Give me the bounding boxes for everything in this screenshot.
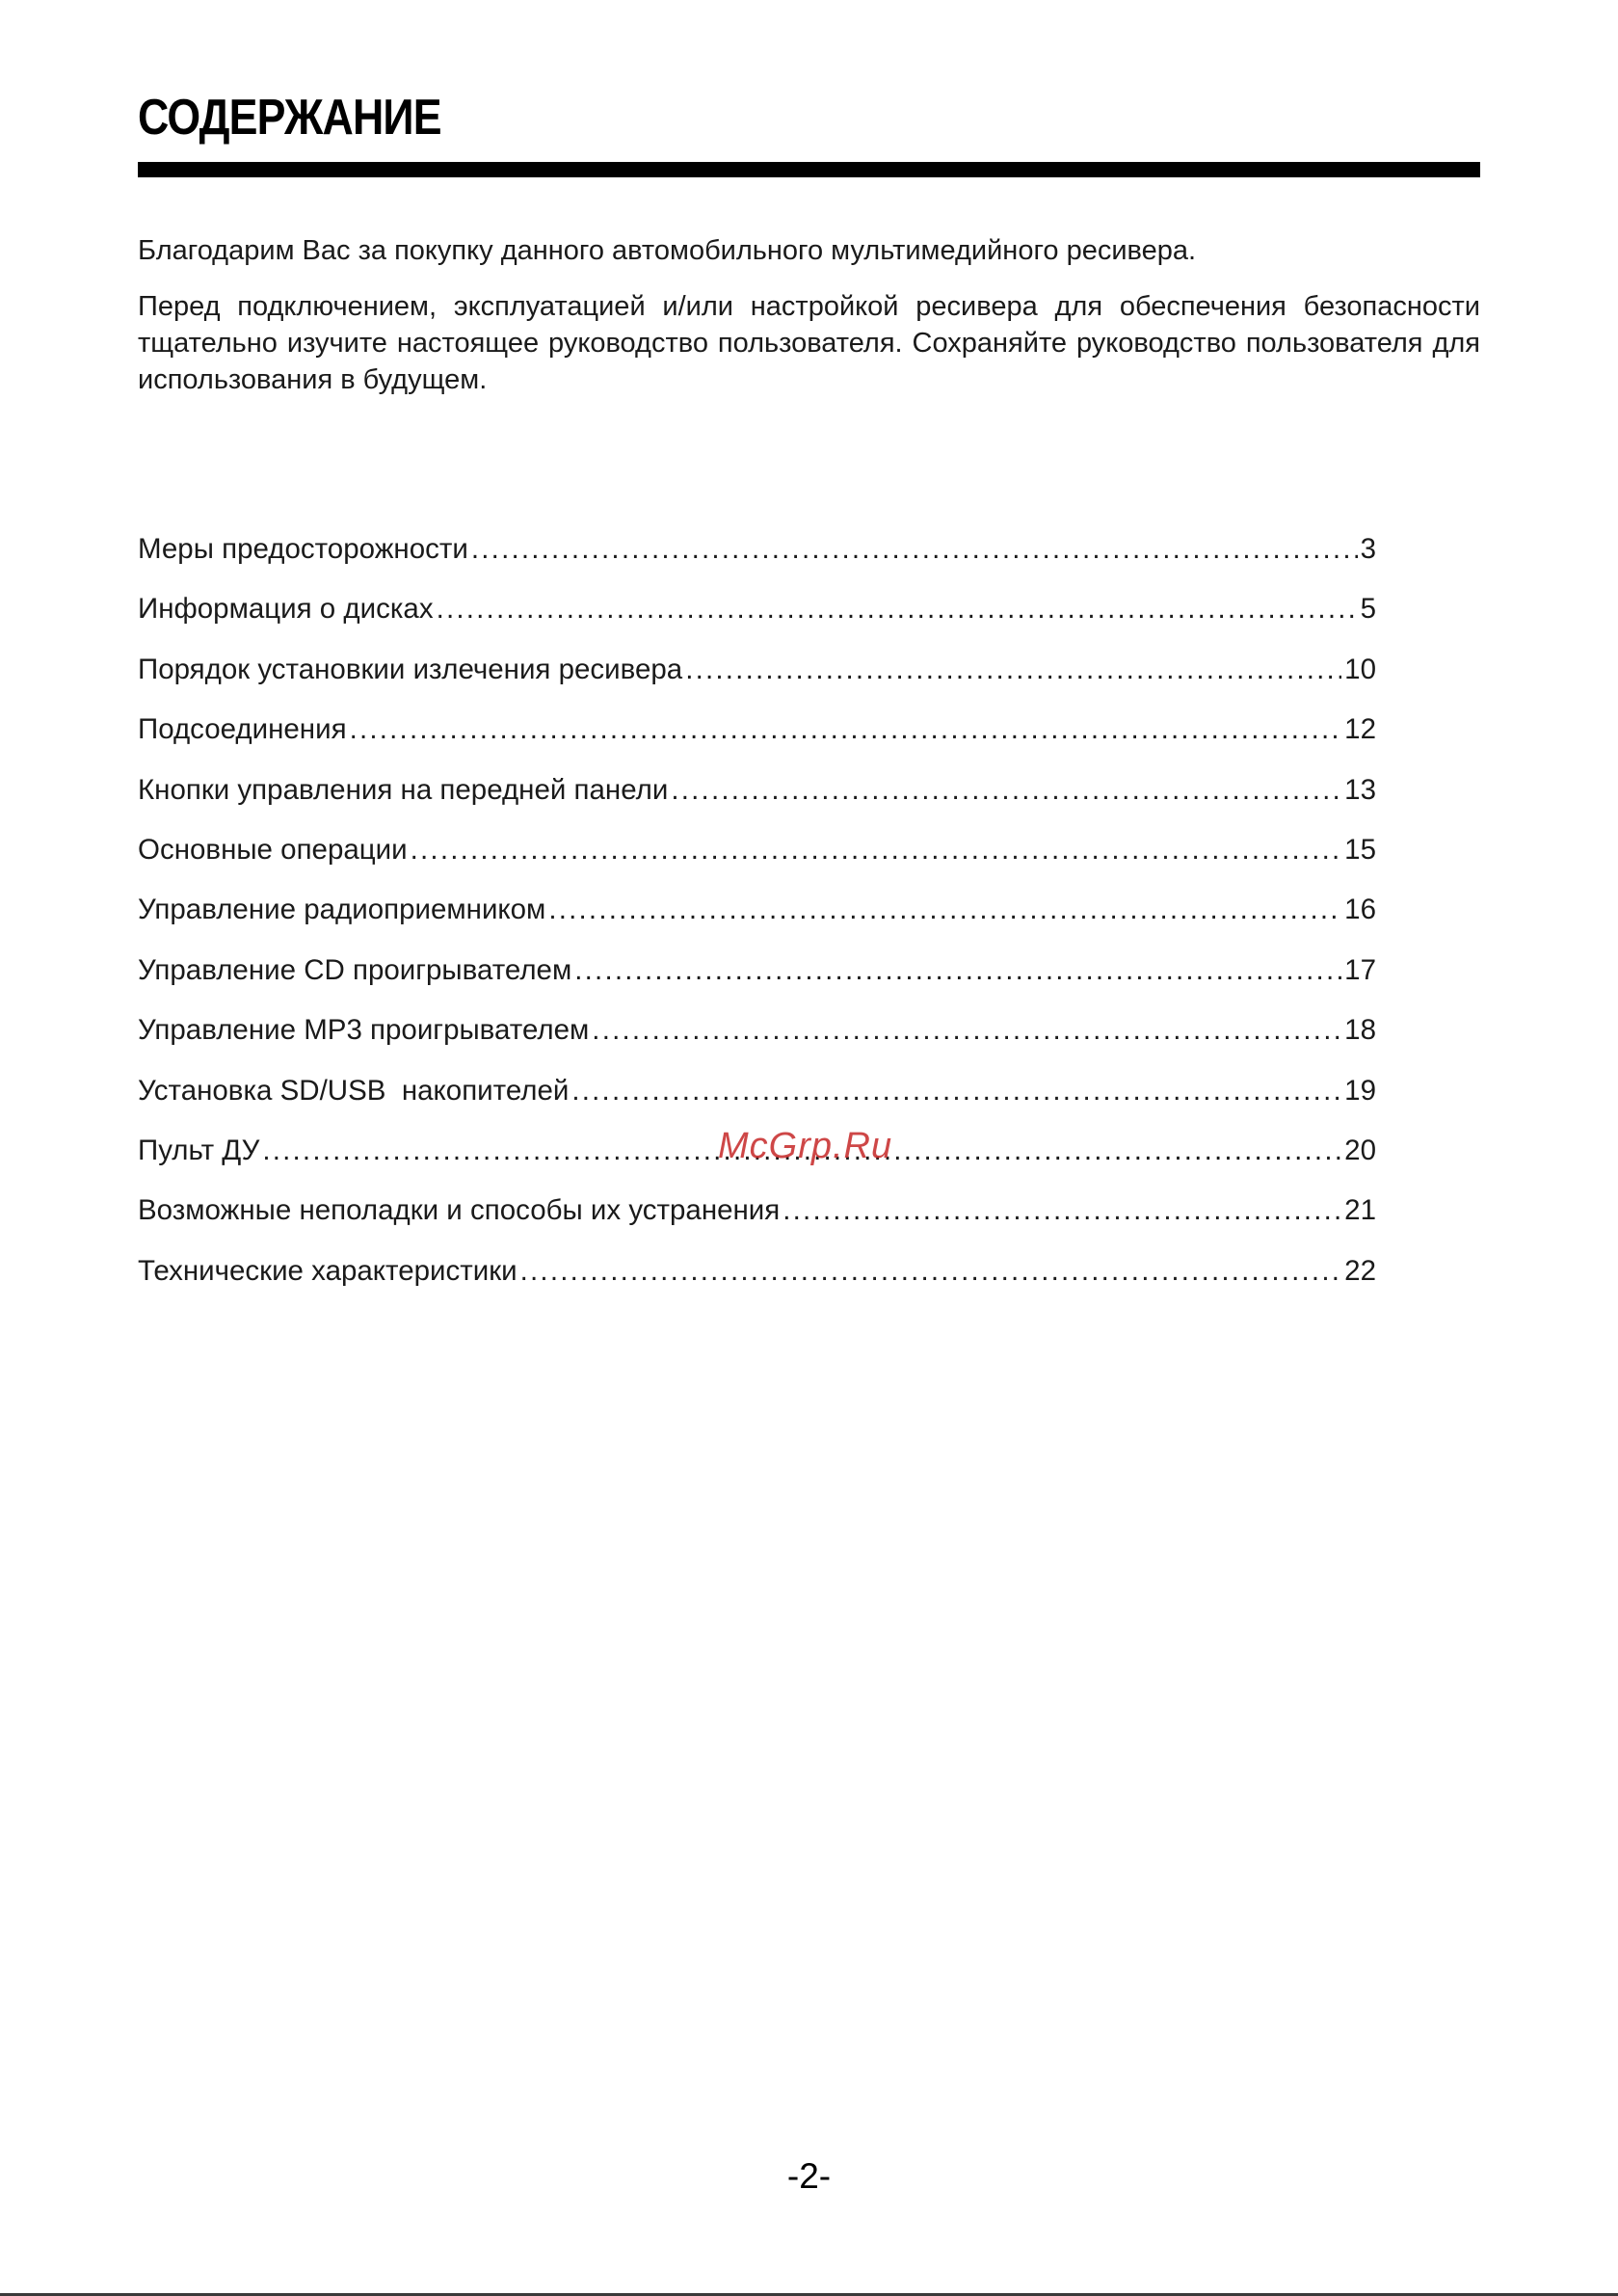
toc-dot-leader xyxy=(471,529,1358,570)
toc-dot-leader xyxy=(571,1071,1341,1111)
toc-entry-page: 3 xyxy=(1360,533,1376,565)
toc-entry-title: Технические характеристики xyxy=(138,1254,517,1287)
toc-dot-leader xyxy=(520,1251,1342,1292)
toc-entry-title: Установка SD/USB накопителей xyxy=(138,1074,570,1107)
page-number: -2- xyxy=(786,2156,832,2196)
toc-entry-page: 17 xyxy=(1344,953,1376,986)
toc-entry-page: 13 xyxy=(1344,773,1376,806)
toc-entry-title: Управление CD проигрывателем xyxy=(138,953,572,986)
toc-entry-page: 20 xyxy=(1344,1134,1376,1166)
toc-dot-leader xyxy=(411,830,1342,870)
toc-entry-title: Кнопки управления на передней панели xyxy=(138,773,669,806)
toc-entry-title: Информация о дисках xyxy=(138,593,434,626)
page-title: СОДЕРЖАНИЕ xyxy=(138,90,441,146)
toc-entry[interactable] xyxy=(138,890,1376,949)
toc-entry-page: 18 xyxy=(1344,1014,1376,1047)
toc-dot-leader xyxy=(592,1010,1341,1051)
toc-entry-title: Управление радиоприемником xyxy=(138,894,546,926)
toc-entry-page: 16 xyxy=(1344,894,1376,926)
watermark-text: McGrp.Ru xyxy=(718,1126,893,1166)
toc-entry-page: 15 xyxy=(1344,833,1376,866)
toc-dot-leader xyxy=(548,890,1341,930)
toc-entry[interactable] xyxy=(138,1071,1376,1131)
toc-entry[interactable] xyxy=(138,770,1376,830)
toc-entry-page: 21 xyxy=(1344,1194,1376,1227)
toc-entry-page: 19 xyxy=(1344,1074,1376,1107)
toc-entry[interactable] xyxy=(138,589,1376,649)
toc-entry[interactable] xyxy=(138,1010,1376,1070)
toc-entry-title: Порядок установкии излечения ресивера xyxy=(138,653,683,685)
toc-entry[interactable] xyxy=(138,650,1376,709)
title-rule xyxy=(138,162,1480,177)
toc-entry[interactable] xyxy=(138,1251,1376,1311)
toc-entry[interactable] xyxy=(138,529,1376,589)
toc-dot-leader xyxy=(671,770,1341,811)
toc-dot-leader xyxy=(437,589,1358,629)
toc-entry-title: Пульт ДУ xyxy=(138,1134,260,1166)
toc-entry-page: 12 xyxy=(1344,713,1376,746)
toc-entry[interactable] xyxy=(138,950,1376,1010)
toc-entry[interactable] xyxy=(138,709,1376,769)
toc-entry-title: Подсоединения xyxy=(138,713,347,746)
toc-dot-leader xyxy=(574,950,1341,991)
intro-paragraph-1: Благодарим Вас за покупку данного автомобильного мультимедийного ресивера. xyxy=(138,235,1197,266)
toc-dot-leader xyxy=(350,709,1342,750)
toc-entry-title: Основные операции xyxy=(138,833,408,866)
toc-dot-leader xyxy=(782,1190,1341,1231)
toc-entry-title: Управление MP3 проигрывателем xyxy=(138,1014,590,1047)
toc-entry[interactable] xyxy=(138,1190,1376,1250)
toc-entry-title: Возможные неполадки и способы их устранения xyxy=(138,1194,781,1227)
table-of-contents xyxy=(138,529,1376,1311)
toc-entry[interactable] xyxy=(138,830,1376,890)
toc-entry-page: 22 xyxy=(1344,1254,1376,1287)
toc-entry-page: 5 xyxy=(1360,593,1376,626)
toc-dot-leader xyxy=(685,650,1341,690)
toc-entry-page: 10 xyxy=(1344,653,1376,685)
toc-entry-title: Меры предосторожности xyxy=(138,533,468,565)
intro-paragraph-2: Перед подключением, эксплуатацией и/или настройкой ресивера для обеспечения безопасности тщательно изучите настоящее руководство пользователя. Сохраняйте руководство пользователя для использования в будущем. xyxy=(138,291,1480,395)
